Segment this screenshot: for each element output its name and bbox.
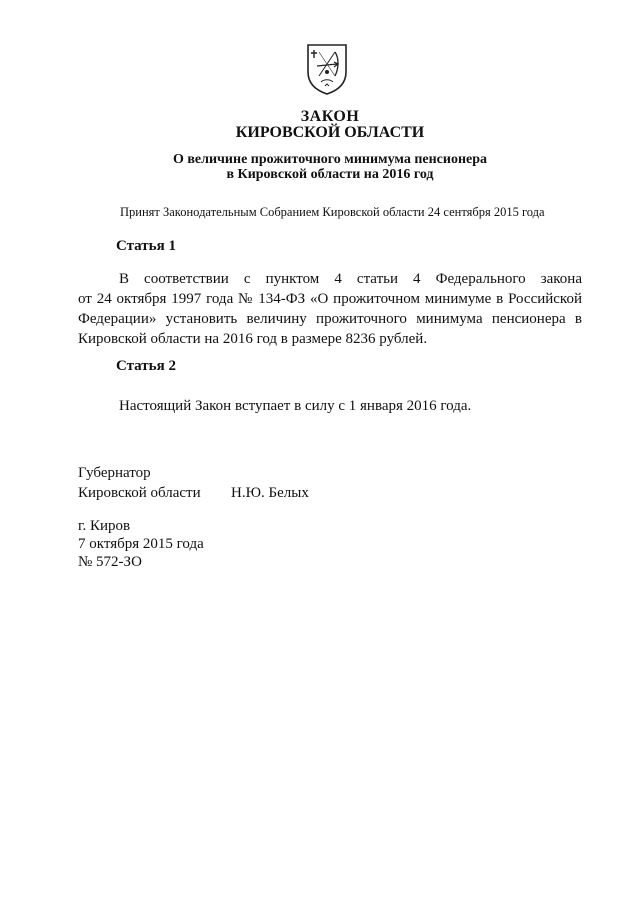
document-type-title: ЗАКОН bbox=[300, 108, 360, 125]
article-2-heading: Статья 2 bbox=[116, 358, 176, 374]
signatory-region: Кировской области bbox=[78, 485, 201, 501]
article-1-line-2: от 24 октября 1997 года № 134-ФЗ «О прожиточном минимуме в Российской bbox=[78, 291, 582, 307]
law-subject-line-1: О величине прожиточного минимума пенсионера bbox=[172, 152, 488, 167]
law-subject bbox=[10, 152, 640, 182]
article-1-line-4: Кировской области на 2016 год в размере 8236 рублей. bbox=[78, 331, 428, 347]
article-1-line-3: Федерации» установить величину прожиточного минимума пенсионера в bbox=[78, 311, 582, 327]
coat-of-arms-icon bbox=[305, 42, 349, 96]
adoption-note: Принят Законодательным Собранием Кировской области 24 сентября 2015 года bbox=[120, 205, 545, 219]
article-1-line-1: В соответствии с пунктом 4 статьи 4 Федерального закона bbox=[119, 271, 582, 287]
article-1-heading: Статья 1 bbox=[116, 238, 176, 254]
signing-date: 7 октября 2015 года bbox=[78, 536, 204, 552]
signing-place: г. Киров bbox=[78, 518, 131, 534]
article-1-text bbox=[78, 269, 582, 349]
law-number: № 572-ЗО bbox=[78, 554, 142, 570]
article-2-text: Настоящий Закон вступает в силу с 1 января 2016 года. bbox=[119, 398, 472, 414]
signatory-title: Губернатор bbox=[78, 465, 151, 481]
region-title: КИРОВСКОЙ ОБЛАСТИ bbox=[235, 124, 425, 141]
signatory-name: Н.Ю. Белых bbox=[231, 485, 309, 501]
law-subject-line-2: в Кировской области на 2016 год bbox=[226, 167, 434, 182]
